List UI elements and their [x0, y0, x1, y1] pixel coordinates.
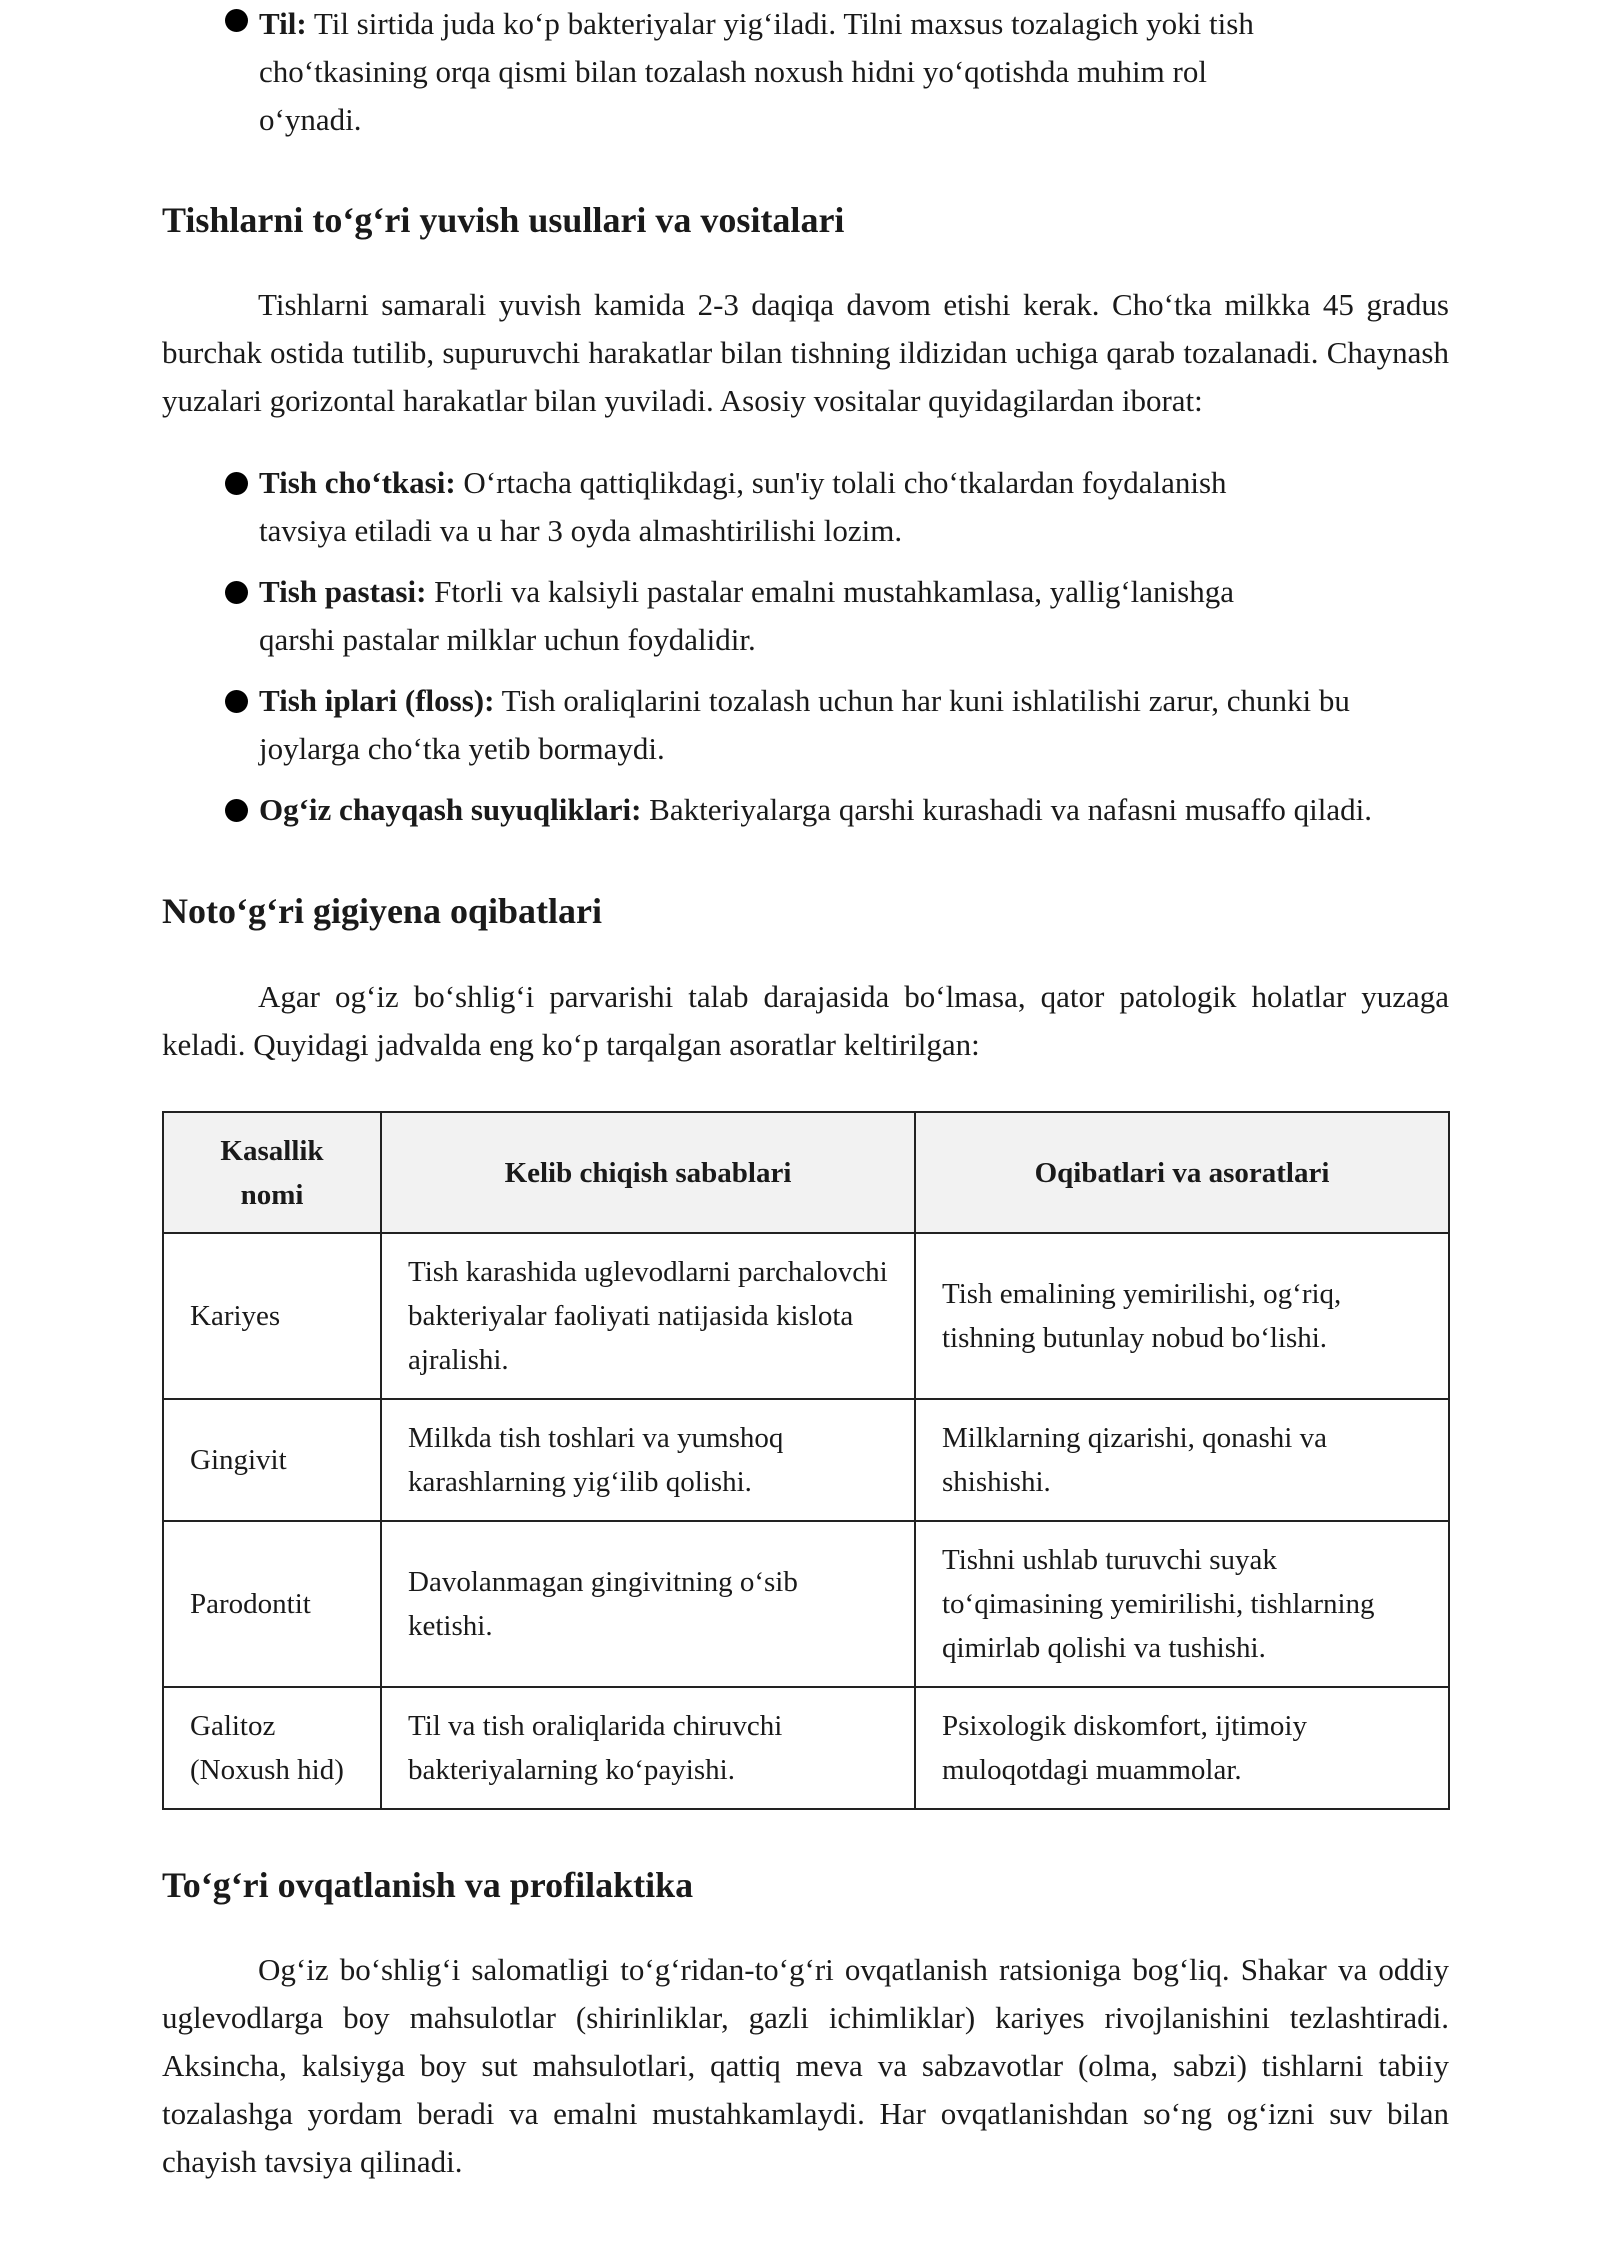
- table-cell: Gingivit: [163, 1399, 381, 1521]
- table-header-cell: Kelib chiqish sabablari: [381, 1112, 915, 1233]
- complications-table: [162, 1111, 1450, 1810]
- section-heading: Noto‘g‘ri gigiyena oqibatlari: [162, 891, 602, 931]
- table-cell: Davolanmagan gingivitning o‘sib ketishi.: [381, 1521, 915, 1687]
- bullet-icon: [225, 472, 248, 495]
- section-heading: To‘g‘ri ovqatlanish va profilaktika: [162, 1865, 694, 1905]
- bullet-text: Til sirtida juda ko‘p bakteriyalar yig‘iladi. Tilni maxsus tozalagich yoki tish cho‘tkasining orqa qismi bilan tozalash noxush hidni yo‘qotishda muhim rol o‘ynadi.: [259, 6, 1254, 137]
- table-cell: Parodontit: [163, 1521, 381, 1687]
- bullet-text: O‘rtacha qattiqlikdagi, sun'iy tolali cho‘tkalardan foydalanish tavsiya etiladi va u har 3 oyda almashtirilishi lozim.: [259, 465, 1227, 548]
- table-cell: Tishni ushlab turuvchi suyak to‘qimasining yemirilishi, tishlarning qimirlab qolishi va tushishi.: [915, 1521, 1449, 1687]
- table-header-cell: Oqibatlari va asoratlari: [915, 1112, 1449, 1233]
- bullet-icon: [225, 9, 248, 32]
- section-paragraph: Agar og‘iz bo‘shlig‘i parvarishi talab darajasida bo‘lmasa, qator patologik holatlar yuzaga keladi. Quyidagi jadvalda eng ko‘p tarqalgan asoratlar keltirilgan:: [162, 979, 1449, 1062]
- table-cell: Til va tish oraliqlarida chiruvchi bakteriyalarning ko‘payishi.: [381, 1687, 915, 1809]
- table-cell: Kariyes: [163, 1233, 381, 1399]
- table-row: [163, 1521, 1449, 1687]
- tools-bullet-list: [162, 459, 1449, 847]
- bullet-icon: [225, 581, 248, 604]
- table-cell: Psixologik diskomfort, ijtimoiy muloqotdagi muammolar.: [915, 1687, 1449, 1809]
- bullet-icon: [225, 799, 248, 822]
- section-paragraph: Tishlarni samarali yuvish kamida 2-3 daqiqa davom etishi kerak. Cho‘tka milkka 45 gradus burchak ostida tutilib, supuruvchi harakatlar bilan tishning ildizidan uchiga qarab tozalanadi. Chaynash yuzalari gorizontal harakatlar bilan yuviladi. Asosiy vositalar quyidagilardan iborat:: [162, 287, 1449, 418]
- bullet-text: Tish oraliqlarini tozalash uchun har kuni ishlatilishi zarur, chunki bu joylarga cho‘tka yetib bormaydi.: [259, 683, 1350, 766]
- table-row: [163, 1687, 1449, 1809]
- bullet-text: Ftorli va kalsiyli pastalar emalni mustahkamlasa, yallig‘lanishga qarshi pastalar milklar uchun foydalidir.: [259, 574, 1234, 657]
- bullet-term: Til:: [259, 6, 307, 41]
- list-item: [162, 677, 1449, 773]
- intro-bullet-list: [162, 0, 1449, 157]
- table-cell: Milkda tish toshlari va yumshoq karashlarning yig‘ilib qolishi.: [381, 1399, 915, 1521]
- table-header-row: [163, 1112, 1449, 1233]
- table-cell: Galitoz (Noxush hid): [163, 1687, 381, 1809]
- section-paragraph: Og‘iz bo‘shlig‘i salomatligi to‘g‘ridan-to‘g‘ri ovqatlanish ratsioniga bog‘liq. Shakar va oddiy uglevodlarga boy mahsulotlar (shirinliklar, gazli ichimliklar) kariyes rivojlanishini tezlashtiradi. Aksincha, kalsiyga boy sut mahsulotlari, qattiq meva va sabzavotlar (olma, sabzi) tishlarni tabiiy tozalashga yordam beradi va emalni mustahkamlaydi. Har ovqatlanishdan so‘ng og‘izni suv bilan chayish tavsiya qilinadi.: [162, 1952, 1449, 2179]
- list-item: [162, 568, 1449, 664]
- bullet-term: Tish cho‘tkasi:: [259, 465, 456, 500]
- bullet-term: Tish iplari (floss):: [259, 683, 495, 718]
- table-cell: Tish karashida uglevodlarni parchalovchi bakteriyalar faoliyati natijasida kislota ajralishi.: [381, 1233, 915, 1399]
- table-cell: Milklarning qizarishi, qonashi va shishishi.: [915, 1399, 1449, 1521]
- table-header-cell: Kasallik nomi: [163, 1112, 381, 1233]
- section-heading: Tishlarni to‘g‘ri yuvish usullari va vositalari: [162, 200, 845, 240]
- bullet-text: Bakteriyalarga qarshi kurashadi va nafasni musaffo qiladi.: [641, 792, 1372, 827]
- list-item: [162, 786, 1449, 834]
- bullet-icon: [225, 690, 248, 713]
- bullet-term: Tish pastasi:: [259, 574, 427, 609]
- table-row: [163, 1233, 1449, 1399]
- table-row: [163, 1399, 1449, 1521]
- bullet-term: Og‘iz chayqash suyuqliklari:: [259, 792, 642, 827]
- list-item: [162, 0, 1449, 144]
- list-item: [162, 459, 1449, 555]
- table-cell: Tish emalining yemirilishi, og‘riq, tishning butunlay nobud bo‘lishi.: [915, 1233, 1449, 1399]
